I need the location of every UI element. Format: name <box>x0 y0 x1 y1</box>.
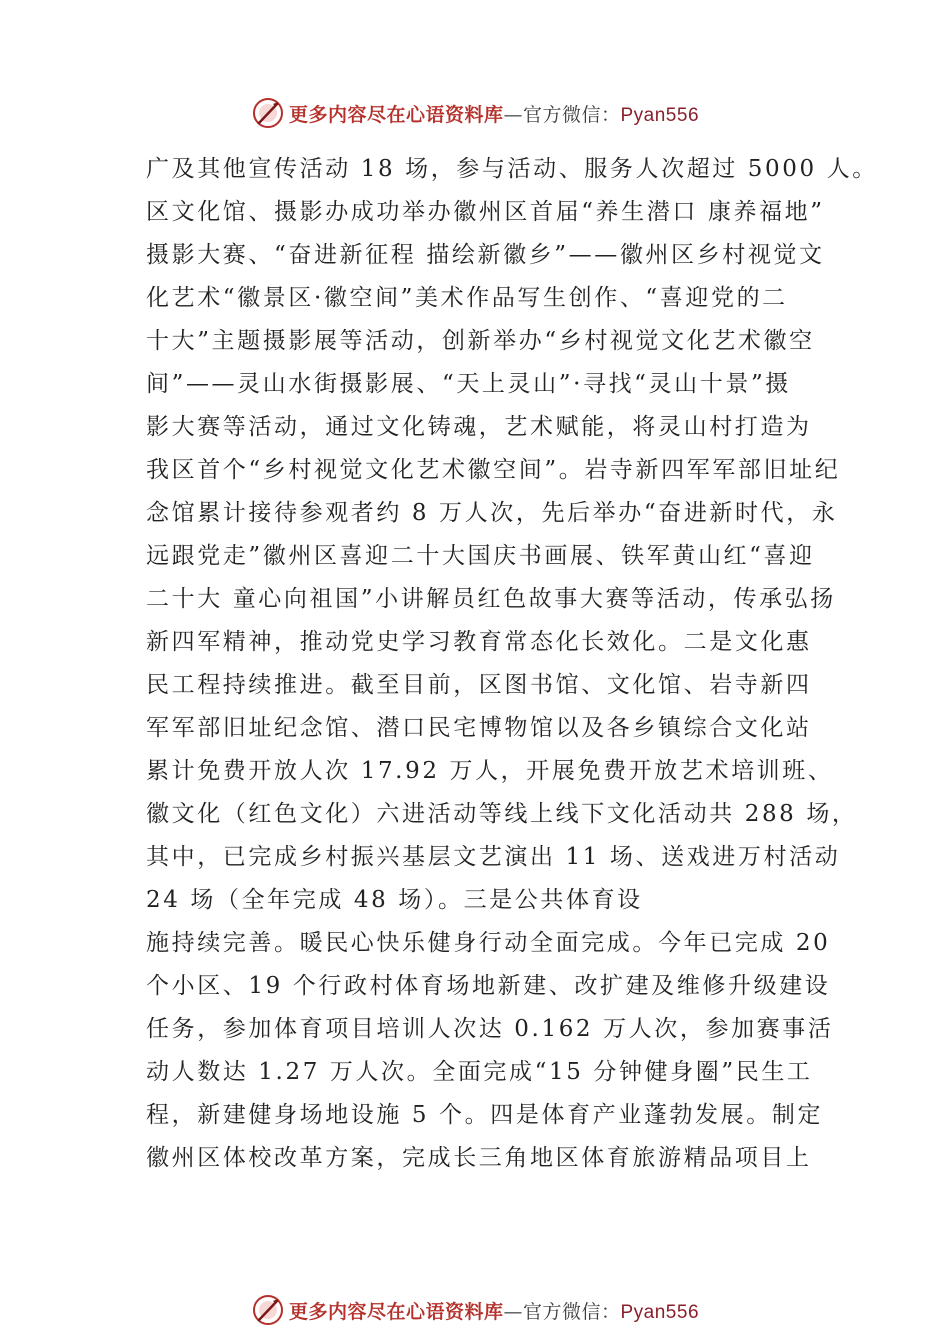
text-line: 个小区、19 个行政村体育场地新建、改扩建及维修升级建设 <box>146 973 831 999</box>
watermark-official: 官方微信： <box>522 1300 621 1323</box>
text-line: 间”——灵山水街摄影展、“天上灵山”·寻找“灵山十景”摄 <box>146 371 791 397</box>
text-line: 24 场（全年完成 48 场）。三是公共体育设 <box>146 887 643 913</box>
text-line: 民工程持续推进。截至目前，区图书馆、文化馆、岩寺新四 <box>146 672 812 698</box>
text-line: 施持续完善。暖民心快乐健身行动全面完成。今年已完成 20 <box>146 930 831 956</box>
text-line: 我区首个“乡村视觉文化艺术徽空间”。岩寺新四军军部旧址纪 <box>146 457 841 483</box>
text-line: 新四军精神，推动党史学习教育常态化长效化。二是文化惠 <box>146 629 812 655</box>
text-line: 二十大 童心向祖国”小讲解员红色故事大赛等活动，传承弘扬 <box>146 586 836 612</box>
text-line: 任务，参加体育项目培训人次达 0.162 万人次，参加赛事活 <box>146 1016 834 1042</box>
text-line: 徽文化（红色文化）六进活动等线上线下文化活动共 288 场， <box>146 801 858 827</box>
watermark-id: Pyan556 <box>620 1301 700 1323</box>
watermark-dash: — <box>503 103 523 126</box>
logo-icon <box>251 1293 285 1327</box>
watermark-id: Pyan556 <box>620 104 700 126</box>
watermark-dash: — <box>503 1300 523 1323</box>
text-line: 军军部旧址纪念馆、潜口民宅博物馆以及各乡镇综合文化站 <box>146 715 812 741</box>
watermark-text <box>289 1297 699 1324</box>
text-line: 十大”主题摄影展等活动，创新举办“乡村视觉文化艺术徽空 <box>146 328 815 354</box>
text-line: 广及其他宣传活动 18 场，参与活动、服务人次超过 5000 人。 <box>146 156 878 182</box>
text-line: 其中，已完成乡村振兴基层文艺演出 11 场、送戏进万村活动 <box>146 844 841 870</box>
watermark-official: 官方微信： <box>522 103 621 126</box>
text-line: 影大赛等活动，通过文化铸魂，艺术赋能，将灵山村打造为 <box>146 414 812 440</box>
watermark-brand: 更多内容尽在心语资料库 <box>288 1300 504 1323</box>
text-line: 徽州区体校改革方案，完成长三角地区体育旅游精品项目上 <box>146 1145 812 1171</box>
watermark-brand: 更多内容尽在心语资料库 <box>288 103 504 126</box>
text-line: 化艺术“徽景区·徽空间”美术作品写生创作、“喜迎党的二 <box>146 285 788 311</box>
text-line: 区文化馆、摄影办成功举办徽州区首届“养生潜口 康养福地” <box>146 199 825 225</box>
text-line: 动人数达 1.27 万人次。全面完成“15 分钟健身圈”民生工 <box>146 1059 813 1085</box>
text-line: 远跟党走”徽州区喜迎二十大国庆书画展、铁军黄山红“喜迎 <box>146 543 815 569</box>
text-line: 累计免费开放人次 17.92 万人，开展免费开放艺术培训班、 <box>146 758 834 784</box>
footer-watermark <box>0 1290 950 1330</box>
text-line: 念馆累计接待参观者约 8 万人次，先后举办“奋进新时代，永 <box>146 500 838 526</box>
text-line: 摄影大赛、“奋进新征程 描绘新徽乡”——徽州区乡村视觉文 <box>146 242 825 268</box>
text-line: 程，新建健身场地设施 5 个。四是体育产业蓬勃发展。制定 <box>146 1102 824 1128</box>
